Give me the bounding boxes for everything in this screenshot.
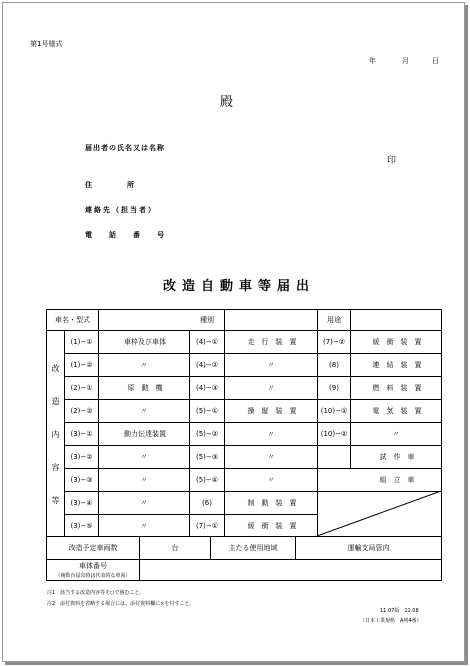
form-number: 第1号様式 (30, 40, 63, 48)
addressee-suffix: 殿 (220, 95, 234, 110)
item-code: (4)−① (195, 338, 219, 346)
item-name: 〃 (267, 384, 275, 392)
item-name: 〃 (392, 430, 400, 438)
item-code: (5)−① (195, 407, 219, 415)
item-code: (3)−③ (70, 476, 93, 484)
item-code: (10)−② (320, 430, 348, 438)
version-label: 11.07版 11.08 (380, 608, 419, 614)
item-code: (5)−④ (195, 476, 219, 484)
vin-note: （複数台届出時は代表的な車両） (55, 573, 131, 579)
item-code (318, 492, 350, 514)
item-name (351, 515, 442, 537)
item-name: 〃 (140, 499, 148, 507)
item-name: 操 縦 装 置 (247, 407, 297, 415)
item-name: 〃 (267, 453, 275, 461)
use-header: 用途 (327, 316, 341, 324)
usage-area-label: 主たる使用地域 (228, 544, 278, 552)
note-1: 注1 該当する改造内容等を○で囲むこと。 (47, 590, 145, 596)
item-code: (2)−② (70, 407, 93, 415)
date-year: 年 (369, 57, 376, 65)
item-code: (5)−② (195, 430, 219, 438)
form-title: 改造自動車等届出 (163, 279, 316, 294)
item-code: (3)−④ (70, 499, 93, 507)
item-code: (6) (202, 499, 212, 507)
item-name: 〃 (140, 453, 148, 461)
date-month: 月 (402, 57, 409, 65)
item-name: 走 行 装 置 (247, 338, 297, 346)
item-name: 緩 衝 装 置 (372, 338, 422, 346)
item-name: 緩 衝 装 置 (247, 522, 297, 530)
item-code: (10)−① (320, 407, 348, 415)
standard-label: （日本工業規格 A列4番） (360, 618, 422, 624)
planned-count-unit: 台 (171, 544, 179, 552)
item-code (318, 515, 350, 537)
modification-side-label: 改 造 内 容 等 (51, 364, 60, 505)
planned-count-label: 改造予定車両数 (68, 544, 118, 552)
item-name: 原 動 機 (127, 384, 163, 392)
type-header: 種別 (200, 316, 214, 324)
item-name: 試 作 車 (379, 453, 415, 461)
item-name: 〃 (140, 522, 148, 530)
item-name (351, 492, 442, 514)
item-code: (2)−① (70, 384, 93, 392)
item-code: (1)−① (70, 338, 93, 346)
item-name: 制 動 装 置 (247, 499, 297, 507)
item-name: 連 結 装 置 (372, 361, 422, 369)
item-code: (3)−⑤ (70, 522, 93, 530)
item-name: 〃 (140, 361, 148, 369)
contact-label: 連絡先（担当者） (85, 206, 157, 214)
item-code: (4)−③ (195, 384, 219, 392)
item-code: (8) (329, 361, 339, 369)
item-name: 〃 (267, 361, 275, 369)
note-2: 注2 添付資料を省略する場合には、添付資料欄に×を付すこと。 (47, 601, 195, 607)
vehicle-type-header: 車名・型式 (55, 316, 90, 324)
item-name: 電 気 装 置 (372, 407, 422, 415)
item-code: (1)−② (70, 361, 93, 369)
item-code: (7)−② (322, 338, 346, 346)
item-name: 車枠及び車体 (124, 338, 166, 346)
item-code: (9) (329, 384, 339, 392)
item-code: (5)−③ (195, 453, 219, 461)
transport-office-label: 運輸支局管内 (347, 544, 390, 552)
applicant-name-label: 届出者の氏名又は名称 (85, 144, 165, 152)
item-code: (3)−② (70, 453, 93, 461)
item-name: 〃 (267, 430, 275, 438)
item-name: 動力伝達装置 (124, 430, 166, 438)
item-code: (4)−② (195, 361, 219, 369)
item-name: 〃 (140, 476, 148, 484)
item-name: 燃 料 装 置 (372, 384, 422, 392)
item-code (318, 469, 350, 491)
seal-mark: 印 (387, 156, 397, 166)
item-code (318, 446, 350, 468)
item-code: (7)−① (195, 522, 219, 530)
item-name: 〃 (140, 407, 148, 415)
item-name: 組 立 車 (379, 476, 415, 484)
date-day: 日 (432, 57, 439, 65)
item-code: (3)−① (70, 430, 93, 438)
item-name: 〃 (267, 476, 275, 484)
address-label: 住 所 (85, 181, 134, 189)
phone-label: 電 話 番 号 (85, 231, 169, 239)
vin-label: 車体番号 (79, 562, 107, 570)
